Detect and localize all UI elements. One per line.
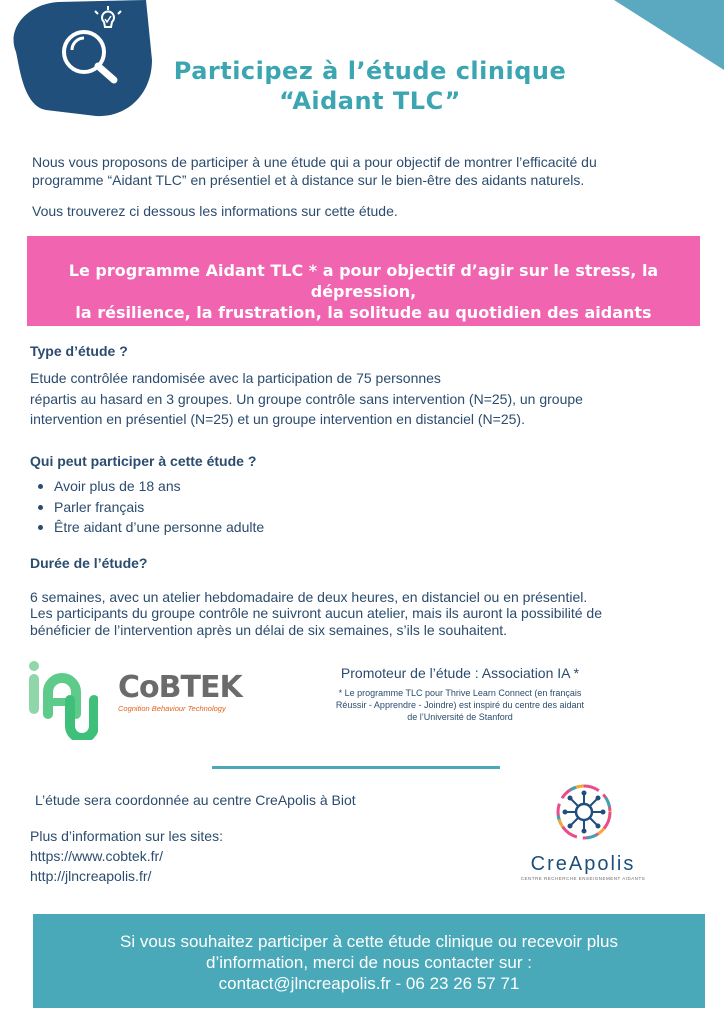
cobtek-logo — [118, 670, 242, 724]
duration-line-1: 6 semaines, avec un atelier hebdomadaire de deux heures, en distanciel ou en présentiel. — [30, 589, 588, 605]
creapolis-tagline: CENTRE RECHERCHE ENSEIGNEMENT AIDANTS — [520, 876, 646, 881]
cobtek-tagline: Cognition Behaviour Technology — [118, 704, 226, 713]
objective-text — [27, 260, 700, 323]
cobtek-link[interactable]: https://www.cobtek.fr/ — [30, 848, 164, 864]
contact-banner — [33, 914, 705, 1008]
creapolis-emblem-icon — [518, 778, 648, 848]
section-divider — [212, 766, 500, 769]
objective-line-1: Le programme Aidant TLC * a pour objectif d’agir sur le stress, la dépression, — [68, 261, 659, 301]
objective-banner — [27, 236, 700, 326]
duration-line-3: bénéficier de l’intervention après un délai de six semaines, s’ils le souhaitent. — [30, 622, 508, 638]
duration-heading: Durée de l’étude? — [30, 555, 148, 571]
more-info-label: Plus d’information sur les sites: — [30, 828, 223, 844]
creapolis-link[interactable]: http://jlncreapolis.fr/ — [30, 868, 152, 884]
ia-logo-text: iA — [26, 660, 27, 661]
contact-line-2: d’information, merci de nous contacter sur : — [206, 953, 532, 972]
eligibility-heading: Qui peut participer à cette étude ? — [30, 453, 257, 469]
list-item: Parler français — [36, 497, 264, 518]
sponsor-note-1: * Le programme TLC pour Thrive Learn Connect (en français — [338, 688, 582, 698]
intro-line-3: Vous trouverez ci dessous les informations sur cette étude. — [32, 203, 398, 219]
corner-decoration — [614, 0, 724, 70]
study-type-line-1: Etude contrôlée randomisée avec la participation de 75 personnes — [30, 370, 441, 386]
study-type-line-3: intervention en présentiel (N=25) et un groupe intervention en distanciel (N=25). — [30, 411, 525, 427]
creapolis-logo — [518, 778, 648, 880]
eligibility-list — [36, 476, 264, 538]
sponsor-note-3: de l’Université de Stanford — [407, 712, 513, 722]
list-item: Être aidant d’une personne adulte — [36, 517, 264, 538]
ia-logo — [26, 660, 98, 740]
intro-line-2: programme “Aidant TLC” en présentiel et à distance sur le bien-être des aidants naturels. — [32, 172, 585, 188]
creapolis-wordmark: CreApolis — [530, 853, 636, 875]
cobtek-wordmark: CoBTEK — [118, 670, 242, 705]
study-type-line-2: répartis au hasard en 3 groupes. Un groupe contrôle sans intervention (N=25), un groupe — [30, 391, 583, 407]
contact-line-1: Si vous souhaitez participer à cette étude clinique ou recevoir plus — [119, 932, 618, 951]
study-type-heading: Type d’étude ? — [30, 343, 128, 359]
sponsor-note-2: Réussir - Apprendre - Joindre) est inspiré du centre des aidant — [335, 700, 585, 710]
contact-line-3[interactable]: contact@jlncreapolis.fr - 06 23 26 57 71 — [218, 974, 520, 993]
contact-text — [33, 931, 705, 994]
objective-line-2: la résilience, la frustration, la solitude au quotidien des aidants — [75, 303, 652, 322]
list-item: Avoir plus de 18 ans — [36, 476, 264, 497]
duration-line-2: Les participants du groupe contrôle ne suivront aucun atelier, mais ils auront la possibilité de — [30, 605, 602, 621]
page-subtitle: “Aidant TLC” — [279, 87, 461, 115]
intro-line-1: Nous vous proposons de participer à une étude qui a pour objectif de montrer l’efficacité du — [32, 154, 597, 170]
sponsor-title: Promoteur de l’étude : Association IA * — [340, 665, 580, 681]
page-title: Participez à l’étude clinique — [173, 57, 567, 85]
location-text: L’étude sera coordonnée au centre CreApolis à Biot — [35, 792, 356, 808]
